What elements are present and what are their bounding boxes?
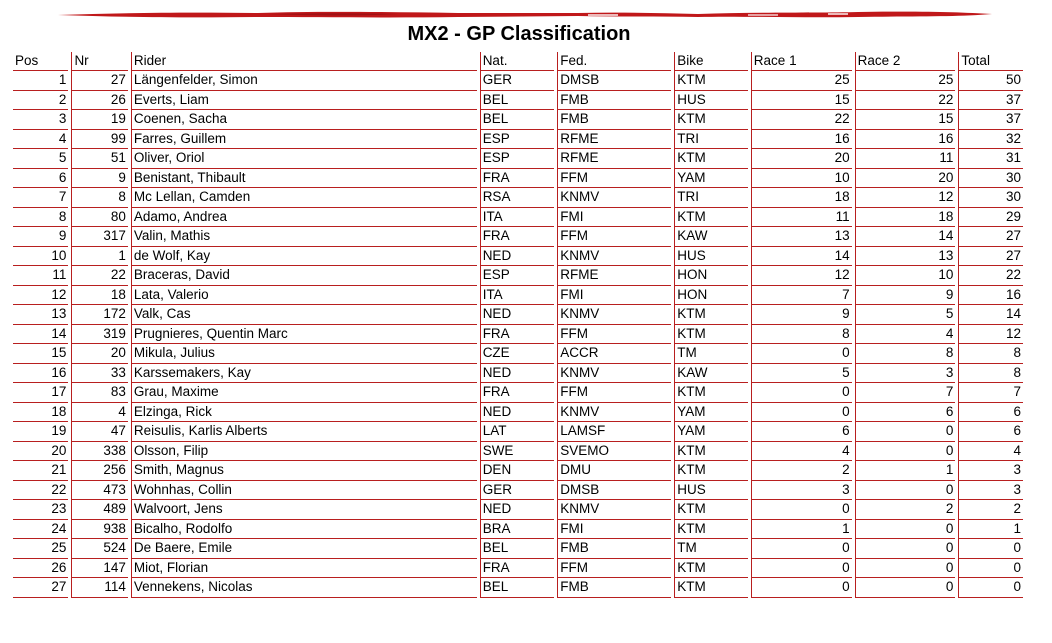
table-row bbox=[13, 442, 1023, 462]
cell-fed: KNMV bbox=[557, 247, 671, 267]
cell-rider: Grau, Maxime bbox=[131, 383, 477, 403]
cell-nat: ITA bbox=[480, 286, 555, 306]
cell-rider: Reisulis, Karlis Alberts bbox=[131, 422, 477, 442]
cell-race1: 0 bbox=[751, 344, 852, 364]
table-row bbox=[13, 481, 1023, 501]
cell-nr: 8 bbox=[71, 188, 127, 208]
cell-pos: 8 bbox=[13, 208, 68, 228]
cell-fed: RFME bbox=[557, 149, 671, 169]
cell-nat: RSA bbox=[480, 188, 555, 208]
cell-race2: 13 bbox=[855, 247, 956, 267]
header-bike: Bike bbox=[674, 52, 748, 71]
cell-nr: 22 bbox=[71, 266, 127, 286]
cell-race2: 11 bbox=[855, 149, 956, 169]
cell-total: 0 bbox=[958, 559, 1023, 579]
cell-race1: 2 bbox=[751, 461, 852, 481]
cell-nr: 99 bbox=[71, 130, 127, 150]
cell-nat: FRA bbox=[480, 559, 555, 579]
table-row bbox=[13, 286, 1023, 306]
cell-nr: 319 bbox=[71, 325, 127, 345]
table-row bbox=[13, 364, 1023, 384]
cell-race1: 10 bbox=[751, 169, 852, 189]
cell-total: 16 bbox=[958, 286, 1023, 306]
cell-pos: 20 bbox=[13, 442, 68, 462]
table-row bbox=[13, 500, 1023, 520]
cell-race2: 8 bbox=[855, 344, 956, 364]
cell-nr: 938 bbox=[71, 520, 127, 540]
cell-fed: RFME bbox=[557, 130, 671, 150]
cell-rider: Karssemakers, Kay bbox=[131, 364, 477, 384]
cell-race1: 0 bbox=[751, 559, 852, 579]
table-row bbox=[13, 383, 1023, 403]
cell-nr: 80 bbox=[71, 208, 127, 228]
cell-total: 8 bbox=[958, 344, 1023, 364]
cell-bike: HON bbox=[674, 266, 748, 286]
cell-total: 37 bbox=[958, 110, 1023, 130]
cell-fed: FFM bbox=[557, 169, 671, 189]
cell-race1: 14 bbox=[751, 247, 852, 267]
cell-pos: 11 bbox=[13, 266, 68, 286]
cell-race1: 18 bbox=[751, 188, 852, 208]
cell-total: 12 bbox=[958, 325, 1023, 345]
cell-nr: 19 bbox=[71, 110, 127, 130]
cell-nr: 18 bbox=[71, 286, 127, 306]
cell-race1: 8 bbox=[751, 325, 852, 345]
cell-total: 14 bbox=[958, 305, 1023, 325]
cell-rider: Vennekens, Nicolas bbox=[131, 578, 477, 598]
cell-race1: 15 bbox=[751, 91, 852, 111]
table-row bbox=[13, 266, 1023, 286]
header-race2: Race 2 bbox=[855, 52, 956, 71]
cell-nr: 147 bbox=[71, 559, 127, 579]
table-row bbox=[13, 559, 1023, 579]
cell-total: 30 bbox=[958, 169, 1023, 189]
cell-pos: 21 bbox=[13, 461, 68, 481]
cell-race1: 4 bbox=[751, 442, 852, 462]
cell-bike: HUS bbox=[674, 91, 748, 111]
cell-nr: 114 bbox=[71, 578, 127, 598]
header-rider: Rider bbox=[131, 52, 477, 71]
table-row bbox=[13, 149, 1023, 169]
cell-race2: 15 bbox=[855, 110, 956, 130]
cell-race1: 0 bbox=[751, 500, 852, 520]
cell-pos: 26 bbox=[13, 559, 68, 579]
cell-race1: 9 bbox=[751, 305, 852, 325]
cell-total: 1 bbox=[958, 520, 1023, 540]
cell-nat: BEL bbox=[480, 539, 555, 559]
cell-nr: 47 bbox=[71, 422, 127, 442]
cell-fed: DMSB bbox=[557, 481, 671, 501]
cell-rider: Benistant, Thibault bbox=[131, 169, 477, 189]
cell-race2: 18 bbox=[855, 208, 956, 228]
cell-pos: 2 bbox=[13, 91, 68, 111]
cell-pos: 7 bbox=[13, 188, 68, 208]
cell-race2: 0 bbox=[855, 520, 956, 540]
cell-bike: KTM bbox=[674, 559, 748, 579]
cell-race2: 25 bbox=[855, 71, 956, 91]
cell-rider: Coenen, Sacha bbox=[131, 110, 477, 130]
header-pos: Pos bbox=[13, 52, 68, 71]
cell-race2: 0 bbox=[855, 422, 956, 442]
cell-race1: 20 bbox=[751, 149, 852, 169]
cell-bike: KTM bbox=[674, 208, 748, 228]
cell-nr: 524 bbox=[71, 539, 127, 559]
cell-nr: 33 bbox=[71, 364, 127, 384]
cell-bike: HON bbox=[674, 286, 748, 306]
cell-race1: 7 bbox=[751, 286, 852, 306]
table-row bbox=[13, 578, 1023, 598]
cell-total: 0 bbox=[958, 578, 1023, 598]
cell-race1: 0 bbox=[751, 403, 852, 423]
cell-rider: De Baere, Emile bbox=[131, 539, 477, 559]
cell-total: 37 bbox=[958, 91, 1023, 111]
table-row bbox=[13, 227, 1023, 247]
table-row bbox=[13, 325, 1023, 345]
cell-nat: ESP bbox=[480, 130, 555, 150]
cell-nat: NED bbox=[480, 500, 555, 520]
cell-nat: ESP bbox=[480, 266, 555, 286]
cell-bike: YAM bbox=[674, 169, 748, 189]
cell-bike: KTM bbox=[674, 110, 748, 130]
cell-pos: 12 bbox=[13, 286, 68, 306]
cell-bike: KTM bbox=[674, 461, 748, 481]
header-race1: Race 1 bbox=[751, 52, 852, 71]
table-row bbox=[13, 247, 1023, 267]
cell-race1: 0 bbox=[751, 578, 852, 598]
cell-pos: 5 bbox=[13, 149, 68, 169]
table-row bbox=[13, 71, 1023, 91]
table-row bbox=[13, 110, 1023, 130]
cell-nat: NED bbox=[480, 247, 555, 267]
cell-bike: KTM bbox=[674, 500, 748, 520]
cell-total: 7 bbox=[958, 383, 1023, 403]
cell-rider: Oliver, Oriol bbox=[131, 149, 477, 169]
cell-pos: 14 bbox=[13, 325, 68, 345]
cell-total: 32 bbox=[958, 130, 1023, 150]
cell-total: 6 bbox=[958, 403, 1023, 423]
cell-pos: 23 bbox=[13, 500, 68, 520]
cell-pos: 13 bbox=[13, 305, 68, 325]
cell-pos: 19 bbox=[13, 422, 68, 442]
cell-race2: 0 bbox=[855, 539, 956, 559]
cell-race2: 3 bbox=[855, 364, 956, 384]
cell-fed: KNMV bbox=[557, 403, 671, 423]
cell-nr: 9 bbox=[71, 169, 127, 189]
cell-bike: KTM bbox=[674, 442, 748, 462]
cell-fed: SVEMO bbox=[557, 442, 671, 462]
cell-nr: 51 bbox=[71, 149, 127, 169]
header-fed: Fed. bbox=[557, 52, 671, 71]
cell-bike: YAM bbox=[674, 422, 748, 442]
cell-total: 27 bbox=[958, 227, 1023, 247]
table-row bbox=[13, 461, 1023, 481]
cell-pos: 4 bbox=[13, 130, 68, 150]
cell-nat: SWE bbox=[480, 442, 555, 462]
cell-bike: TM bbox=[674, 344, 748, 364]
cell-race1: 25 bbox=[751, 71, 852, 91]
cell-rider: Bicalho, Rodolfo bbox=[131, 520, 477, 540]
cell-fed: FMB bbox=[557, 91, 671, 111]
cell-bike: KTM bbox=[674, 71, 748, 91]
cell-nr: 20 bbox=[71, 344, 127, 364]
cell-bike: KTM bbox=[674, 578, 748, 598]
cell-race1: 13 bbox=[751, 227, 852, 247]
cell-bike: HUS bbox=[674, 481, 748, 501]
cell-rider: Farres, Guillem bbox=[131, 130, 477, 150]
cell-nr: 4 bbox=[71, 403, 127, 423]
cell-rider: Mc Lellan, Camden bbox=[131, 188, 477, 208]
cell-fed: FFM bbox=[557, 559, 671, 579]
cell-nat: FRA bbox=[480, 169, 555, 189]
cell-fed: DMSB bbox=[557, 71, 671, 91]
cell-nr: 172 bbox=[71, 305, 127, 325]
cell-bike: TRI bbox=[674, 188, 748, 208]
cell-nat: GER bbox=[480, 71, 555, 91]
cell-nat: CZE bbox=[480, 344, 555, 364]
cell-fed: FFM bbox=[557, 325, 671, 345]
cell-nat: GER bbox=[480, 481, 555, 501]
cell-nat: NED bbox=[480, 364, 555, 384]
cell-race2: 9 bbox=[855, 286, 956, 306]
cell-bike: KTM bbox=[674, 520, 748, 540]
cell-nr: 26 bbox=[71, 91, 127, 111]
cell-fed: FMB bbox=[557, 578, 671, 598]
cell-rider: Smith, Magnus bbox=[131, 461, 477, 481]
table-row bbox=[13, 169, 1023, 189]
cell-rider: Everts, Liam bbox=[131, 91, 477, 111]
cell-nat: BEL bbox=[480, 578, 555, 598]
table-row bbox=[13, 539, 1023, 559]
cell-race2: 20 bbox=[855, 169, 956, 189]
cell-rider: Prugnieres, Quentin Marc bbox=[131, 325, 477, 345]
cell-bike: KTM bbox=[674, 325, 748, 345]
cell-pos: 24 bbox=[13, 520, 68, 540]
cell-fed: RFME bbox=[557, 266, 671, 286]
cell-fed: FMB bbox=[557, 539, 671, 559]
cell-nat: ITA bbox=[480, 208, 555, 228]
cell-race1: 12 bbox=[751, 266, 852, 286]
header-nr: Nr bbox=[71, 52, 127, 71]
cell-pos: 22 bbox=[13, 481, 68, 501]
cell-fed: FMI bbox=[557, 208, 671, 228]
cell-nat: BEL bbox=[480, 110, 555, 130]
cell-nat: FRA bbox=[480, 227, 555, 247]
cell-nat: NED bbox=[480, 305, 555, 325]
cell-bike: KTM bbox=[674, 383, 748, 403]
cell-nr: 338 bbox=[71, 442, 127, 462]
cell-race2: 12 bbox=[855, 188, 956, 208]
cell-race2: 0 bbox=[855, 442, 956, 462]
cell-total: 3 bbox=[958, 481, 1023, 501]
table-row bbox=[13, 188, 1023, 208]
cell-race2: 0 bbox=[855, 559, 956, 579]
table-row bbox=[13, 520, 1023, 540]
cell-fed: FMI bbox=[557, 520, 671, 540]
cell-rider: Mikula, Julius bbox=[131, 344, 477, 364]
cell-race1: 1 bbox=[751, 520, 852, 540]
cell-rider: Walvoort, Jens bbox=[131, 500, 477, 520]
cell-fed: DMU bbox=[557, 461, 671, 481]
cell-pos: 16 bbox=[13, 364, 68, 384]
cell-race1: 22 bbox=[751, 110, 852, 130]
cell-total: 22 bbox=[958, 266, 1023, 286]
cell-pos: 10 bbox=[13, 247, 68, 267]
cell-race2: 10 bbox=[855, 266, 956, 286]
cell-total: 0 bbox=[958, 539, 1023, 559]
cell-fed: KNMV bbox=[557, 500, 671, 520]
cell-pos: 15 bbox=[13, 344, 68, 364]
cell-race2: 2 bbox=[855, 500, 956, 520]
header-total: Total bbox=[958, 52, 1023, 71]
cell-fed: LAMSF bbox=[557, 422, 671, 442]
cell-race2: 1 bbox=[855, 461, 956, 481]
page-title: MX2 - GP Classification bbox=[407, 23, 631, 45]
cell-pos: 25 bbox=[13, 539, 68, 559]
cell-nat: BRA bbox=[480, 520, 555, 540]
table-row bbox=[13, 91, 1023, 111]
cell-total: 27 bbox=[958, 247, 1023, 267]
header-nat: Nat. bbox=[480, 52, 555, 71]
cell-pos: 3 bbox=[13, 110, 68, 130]
cell-total: 30 bbox=[958, 188, 1023, 208]
cell-nr: 473 bbox=[71, 481, 127, 501]
cell-rider: Braceras, David bbox=[131, 266, 477, 286]
cell-total: 8 bbox=[958, 364, 1023, 384]
cell-race1: 5 bbox=[751, 364, 852, 384]
cell-total: 50 bbox=[958, 71, 1023, 91]
cell-nat: BEL bbox=[480, 91, 555, 111]
cell-race1: 0 bbox=[751, 539, 852, 559]
cell-race1: 3 bbox=[751, 481, 852, 501]
cell-total: 31 bbox=[958, 149, 1023, 169]
cell-rider: Valin, Mathis bbox=[131, 227, 477, 247]
cell-bike: HUS bbox=[674, 247, 748, 267]
cell-total: 2 bbox=[958, 500, 1023, 520]
cell-race2: 5 bbox=[855, 305, 956, 325]
cell-fed: ACCR bbox=[557, 344, 671, 364]
cell-race2: 6 bbox=[855, 403, 956, 423]
cell-pos: 6 bbox=[13, 169, 68, 189]
cell-pos: 17 bbox=[13, 383, 68, 403]
cell-total: 3 bbox=[958, 461, 1023, 481]
cell-bike: TM bbox=[674, 539, 748, 559]
cell-nr: 489 bbox=[71, 500, 127, 520]
cell-bike: YAM bbox=[674, 403, 748, 423]
table-row bbox=[13, 305, 1023, 325]
cell-rider: Längenfelder, Simon bbox=[131, 71, 477, 91]
table-row bbox=[13, 130, 1023, 150]
cell-pos: 1 bbox=[13, 71, 68, 91]
cell-nat: NED bbox=[480, 403, 555, 423]
cell-bike: KTM bbox=[674, 149, 748, 169]
classification-table bbox=[10, 52, 1026, 598]
cell-pos: 18 bbox=[13, 403, 68, 423]
cell-nr: 1 bbox=[71, 247, 127, 267]
cell-nat: ESP bbox=[480, 149, 555, 169]
cell-rider: Valk, Cas bbox=[131, 305, 477, 325]
cell-race2: 7 bbox=[855, 383, 956, 403]
cell-race2: 0 bbox=[855, 578, 956, 598]
cell-fed: KNMV bbox=[557, 305, 671, 325]
cell-pos: 27 bbox=[13, 578, 68, 598]
table-row bbox=[13, 403, 1023, 423]
cell-fed: FFM bbox=[557, 227, 671, 247]
cell-rider: Lata, Valerio bbox=[131, 286, 477, 306]
cell-total: 4 bbox=[958, 442, 1023, 462]
cell-rider: Olsson, Filip bbox=[131, 442, 477, 462]
cell-nat: DEN bbox=[480, 461, 555, 481]
cell-rider: Elzinga, Rick bbox=[131, 403, 477, 423]
cell-fed: KNMV bbox=[557, 364, 671, 384]
cell-total: 29 bbox=[958, 208, 1023, 228]
table-row bbox=[13, 422, 1023, 442]
cell-race2: 16 bbox=[855, 130, 956, 150]
cell-nr: 83 bbox=[71, 383, 127, 403]
cell-rider: de Wolf, Kay bbox=[131, 247, 477, 267]
cell-bike: TRI bbox=[674, 130, 748, 150]
cell-race1: 16 bbox=[751, 130, 852, 150]
cell-rider: Adamo, Andrea bbox=[131, 208, 477, 228]
table-row bbox=[13, 344, 1023, 364]
cell-bike: KTM bbox=[674, 305, 748, 325]
cell-race1: 0 bbox=[751, 383, 852, 403]
cell-total: 6 bbox=[958, 422, 1023, 442]
cell-rider: Wohnhas, Collin bbox=[131, 481, 477, 501]
cell-nr: 27 bbox=[71, 71, 127, 91]
cell-fed: FFM bbox=[557, 383, 671, 403]
cell-fed: KNMV bbox=[557, 188, 671, 208]
cell-race1: 6 bbox=[751, 422, 852, 442]
cell-nat: FRA bbox=[480, 383, 555, 403]
cell-race2: 4 bbox=[855, 325, 956, 345]
cell-bike: KAW bbox=[674, 227, 748, 247]
cell-pos: 9 bbox=[13, 227, 68, 247]
cell-rider: Miot, Florian bbox=[131, 559, 477, 579]
cell-race2: 14 bbox=[855, 227, 956, 247]
cell-nat: LAT bbox=[480, 422, 555, 442]
cell-fed: FMB bbox=[557, 110, 671, 130]
cell-nr: 317 bbox=[71, 227, 127, 247]
cell-race1: 11 bbox=[751, 208, 852, 228]
cell-race2: 22 bbox=[855, 91, 956, 111]
classification-rows bbox=[13, 71, 1023, 598]
cell-nr: 256 bbox=[71, 461, 127, 481]
cell-bike: KAW bbox=[674, 364, 748, 384]
cell-race2: 0 bbox=[855, 481, 956, 501]
cell-fed: FMI bbox=[557, 286, 671, 306]
table-row bbox=[13, 208, 1023, 228]
table-header-row bbox=[13, 52, 1023, 71]
cell-nat: FRA bbox=[480, 325, 555, 345]
